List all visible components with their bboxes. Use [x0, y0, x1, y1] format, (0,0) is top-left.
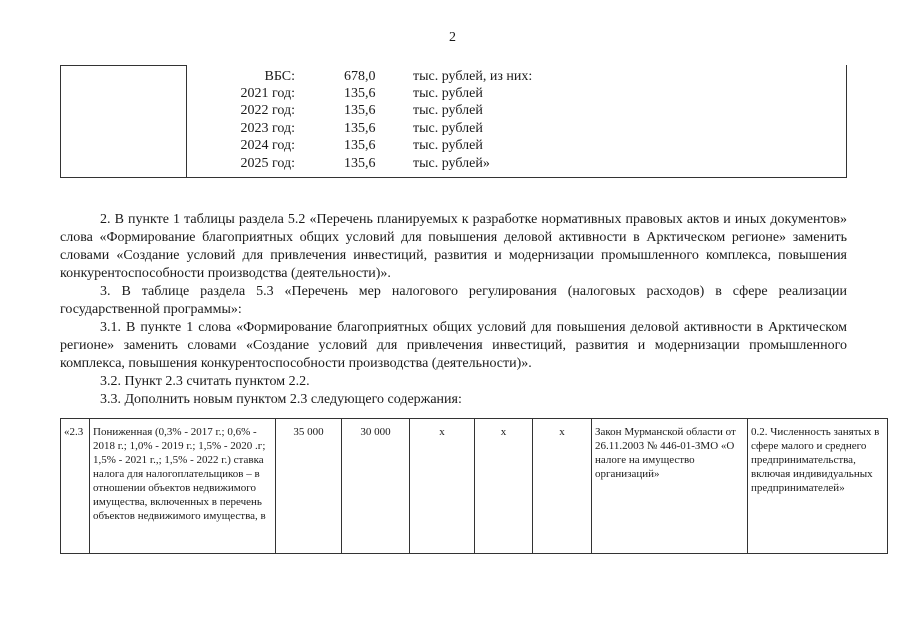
budget-unit: тыс. рублей — [413, 103, 483, 118]
paragraph-3: 3. В таблице раздела 5.3 «Перечень мер налогового регулирования (налоговых расходов) в сфере реализации государственной программы»: — [60, 284, 847, 317]
page-number: 2 — [449, 30, 456, 45]
budget-amount: 135,6 — [344, 103, 376, 118]
budget-unit: тыс. рублей — [413, 138, 483, 153]
table-border-right — [846, 65, 847, 178]
indicator-cell: 0.2. Численность занятых в сфере малого и среднего предпринимательства, включая индивидуальных предпринимателей» — [748, 419, 888, 554]
budget-amount: 135,6 — [344, 138, 376, 153]
budget-label: ВБС: — [264, 69, 295, 84]
budget-label: 2021 год: — [240, 86, 295, 101]
budget-label: 2024 год: — [240, 138, 295, 153]
legal-act-cell: Закон Мурманской области от 26.11.2003 № 446-01-ЗМО «О налоге на имущество организаций» — [592, 419, 748, 554]
budget-label: 2023 год: — [240, 121, 295, 136]
mark-cell: х — [533, 419, 592, 554]
value-cell: 35 000 — [276, 419, 342, 554]
table-border-top — [60, 65, 186, 66]
budget-unit: тыс. рублей, из них: — [413, 69, 533, 84]
table-border-left — [60, 65, 61, 178]
mark-cell: х — [475, 419, 533, 554]
budget-unit: тыс. рублей — [413, 121, 483, 136]
row-number: «2.3 — [61, 419, 90, 554]
table-border-bottom — [60, 177, 847, 178]
budget-unit: тыс. рублей» — [413, 156, 490, 171]
paragraph-3-3: 3.3. Дополнить новым пунктом 2.3 следующего содержания: — [100, 392, 462, 407]
budget-amount: 135,6 — [344, 156, 376, 171]
budget-amount: 678,0 — [344, 69, 376, 84]
table-row — [61, 419, 888, 554]
paragraph-3-2: 3.2. Пункт 2.3 считать пунктом 2.2. — [100, 374, 310, 389]
table-column-divider — [186, 65, 187, 178]
mark-cell: х — [410, 419, 475, 554]
budget-amount: 135,6 — [344, 86, 376, 101]
budget-label: 2025 год: — [240, 156, 295, 171]
budget-amount: 135,6 — [344, 121, 376, 136]
measure-description: Пониженная (0,3% - 2017 г.; 0,6% - 2018 г.; 1,0% - 2019 г.; 1,5% - 2020 .г; 1,5% - 2021 г.,; 1,5% - 2022 г.) ставка налога для налогоплательщиков – в отношении объектов недвижимого имущества, включенных в перечень объектов недвижимого имущества, в — [90, 419, 276, 554]
value-cell: 30 000 — [342, 419, 410, 554]
budget-label: 2022 год: — [240, 103, 295, 118]
budget-table-fragment — [60, 65, 847, 178]
paragraph-2: 2. В пункте 1 таблицы раздела 5.2 «Перечень планируемых к разработке нормативных правовых актов и иных документов» слова «Формирование благоприятных общих условий для повышения деловой активности в Арктическом регионе» заменить словами «Создание условий для привлечения инвестиций, развития и модернизации промышленного комплекса, повышения конкурентоспособности производства (деятельности)». — [60, 212, 847, 281]
budget-unit: тыс. рублей — [413, 86, 483, 101]
tax-measures-table — [60, 418, 888, 554]
paragraph-3-1: 3.1. В пункте 1 слова «Формирование благоприятных общих условий для повышения деловой активности в Арктическом регионе» заменить словами «Создание условий для привлечения инвестиций, развития и модернизации промышленного комплекса, повышения конкурентоспособности производства (деятельности)». — [60, 320, 847, 371]
